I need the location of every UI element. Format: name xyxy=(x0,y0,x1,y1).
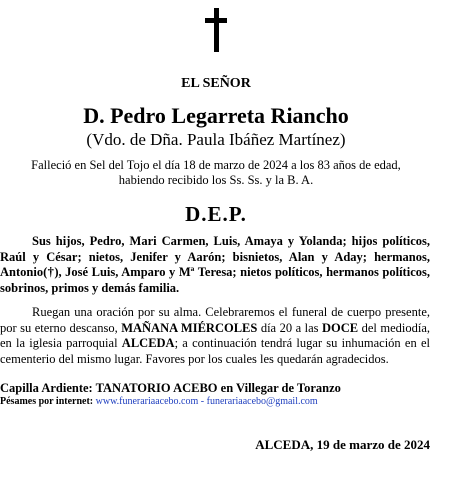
chapel-value: TANATORIO ACEBO en Villegar de Toranzo xyxy=(95,381,341,395)
death-notice xyxy=(0,158,432,188)
chapel-line xyxy=(0,381,341,396)
obituary-heading: EL SEÑOR xyxy=(181,76,251,91)
death-line-1: Falleció en Sel del Tojo el día 18 de marzo de 2024 a los 83 años de edad, xyxy=(31,158,401,172)
condolences-line xyxy=(0,396,318,407)
funeral-day: MAÑANA MIÉRCOLES xyxy=(121,320,258,335)
dep-heading: D.E.P. xyxy=(185,202,247,226)
email-link[interactable]: funerariaacebo@gmail.com xyxy=(206,396,318,407)
chapel-label: Capilla Ardiente: xyxy=(0,381,93,395)
cross-icon xyxy=(0,8,432,56)
death-line-2: habiendo recibido los Ss. Ss. y la B. A. xyxy=(118,173,314,187)
funeral-text-4: ; a continuación tendrá lugar su inhumación en el cementerio del mismo lugar. Favores por los cuales les quedarán agradecidos. xyxy=(0,336,430,366)
deceased-name: D. Pedro Legarreta Riancho xyxy=(83,103,349,128)
dateline: ALCEDA, 19 de marzo de 2024 xyxy=(255,437,430,452)
widow-note: (Vdo. de Dña. Paula Ibáñez Martínez) xyxy=(86,130,346,149)
condolences-label: Pésames por internet: xyxy=(0,396,94,407)
funeral-paragraph xyxy=(0,305,430,367)
family-paragraph: Sus hijos, Pedro, Mari Carmen, Luis, Amaya y Yolanda; hijos políticos, Raúl y César; nietos, Jenifer y Aarón; bisnietos, Alan y Aday; hermanos, Antonio(†), José Luis, Amparo y Mª Teresa; nietos políticos, hermanos políticos, sobrinos, primos y demás familia. xyxy=(0,234,430,295)
latin-cross-icon xyxy=(205,8,227,52)
funeral-time: DOCE xyxy=(321,320,359,335)
funeral-text-1: Ruegan una oración por su alma. Celebraremos el funeral de cuerpo presente, por su eterno descanso, xyxy=(0,305,430,335)
funeral-place: ALCEDA xyxy=(121,336,175,350)
website-link[interactable]: www.funerariaacebo.com xyxy=(95,396,199,407)
link-separator: - xyxy=(198,396,207,407)
funeral-text-2: día 20 a las xyxy=(257,320,322,335)
funeral-text-3: del mediodía, en la iglesia parroquial xyxy=(0,320,430,350)
